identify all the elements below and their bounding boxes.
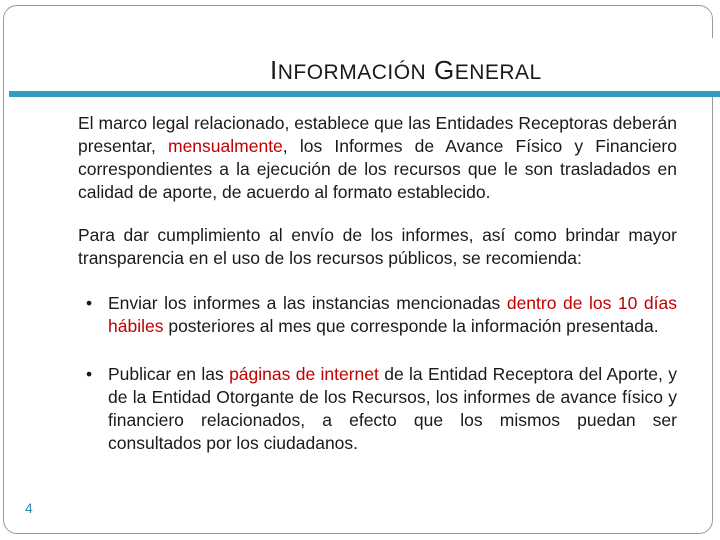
title-rest-1: NFORMACIÓN	[277, 61, 427, 84]
bullet1-text-after: posteriores al mes que corresponde la información presentada.	[163, 316, 659, 336]
bullet-marker: •	[86, 364, 93, 384]
list-item	[86, 292, 677, 338]
page-number: 4	[25, 500, 33, 516]
paragraph-recommendation-intro: Para dar cumplimiento al envío de los informes, así como brindar mayor transparencia en el uso de los recursos públicos, se recomienda:	[78, 225, 677, 268]
paragraph1-text-before: El marco legal relacionado, establece que las Entidades Receptoras deberán presentar,	[78, 113, 677, 156]
title-initial-2: G	[433, 55, 455, 85]
bullet2-text-after: de la Entidad Receptora del Aporte, y de la Entidad Otorgante de los Recursos, los informes de avance físico y financiero relacionados, a efecto que los mismos puedan ser consultados por los ciudadanos.	[108, 364, 677, 453]
list-item	[86, 363, 677, 455]
paragraph1-highlight: mensualmente	[168, 136, 283, 156]
recommendation-list	[86, 292, 677, 455]
paragraph-legal-framework	[78, 112, 677, 204]
bullet1-highlight: dentro de los 10 días hábiles	[108, 293, 677, 336]
paragraph1-text-after: , los Informes de Avance Físico y Financiero correspondientes a la ejecución de los recursos que le son trasladados en calidad de aporte, de acuerdo al formato establecido.	[78, 136, 677, 202]
bullet1-text-before: Enviar los informes a las instancias mencionadas	[108, 293, 507, 313]
slide-content	[78, 112, 677, 455]
bullet2-text-before: Publicar en las	[108, 364, 230, 384]
bullet-marker: •	[86, 293, 93, 313]
title-initial-1: I	[270, 55, 278, 85]
title-rest-2: ENERAL	[454, 61, 542, 84]
bullet2-highlight: páginas de internet	[229, 364, 379, 384]
slide-title	[270, 55, 542, 86]
